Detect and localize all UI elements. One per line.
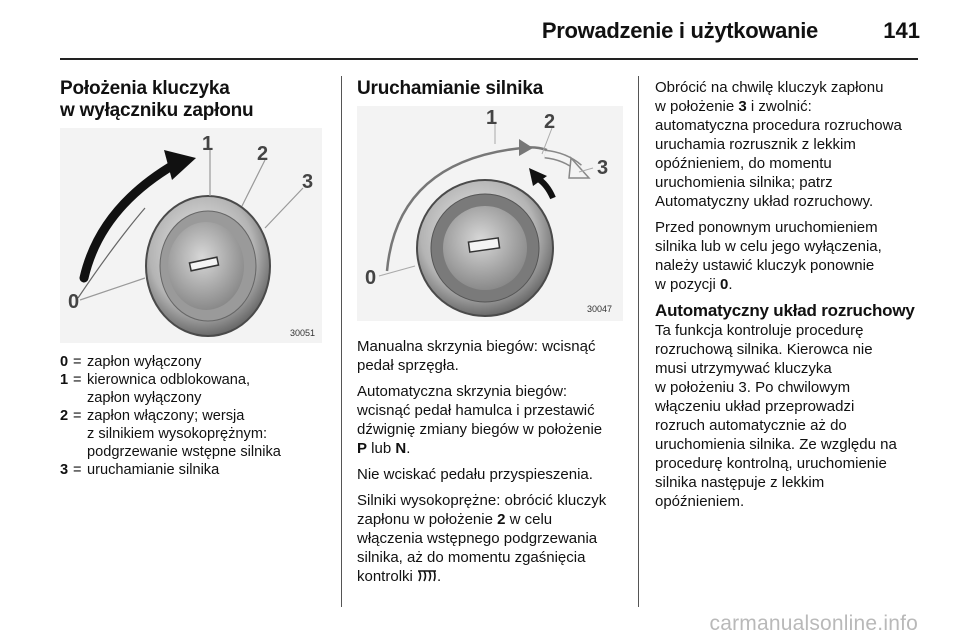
engine-start-diagram bbox=[357, 106, 623, 321]
page-header-title: Prowadzenie i użytkowanie bbox=[541, 18, 818, 43]
legend-text bbox=[87, 371, 330, 407]
text-line: silnika, aż do momentu zgaśnięcia bbox=[357, 549, 586, 566]
figure-code: 30051 bbox=[290, 328, 316, 338]
legend-line: zapłon włączony; wersja bbox=[87, 408, 245, 424]
position-label-1: 1 bbox=[202, 133, 214, 155]
gear-position-n: N bbox=[395, 440, 407, 457]
text-line: pedał sprzęgła. bbox=[357, 357, 459, 374]
figure-code: 30047 bbox=[587, 304, 613, 314]
heading-line: w wyłączniku zapłonu bbox=[60, 100, 254, 121]
text-line: opóźnieniem. bbox=[655, 493, 745, 510]
position-label-2: 2 bbox=[544, 111, 556, 133]
text-line: dźwignię zmiany biegów w położenie bbox=[357, 421, 603, 438]
legend-key: 0 bbox=[60, 354, 69, 370]
middle-body bbox=[357, 337, 629, 586]
paragraph-automatic-gearbox bbox=[357, 382, 629, 458]
text-fragment: zapłonu w położenie bbox=[357, 511, 498, 528]
text-line: Przed ponownym uruchomieniem bbox=[655, 219, 878, 236]
watermark: carmanualsonline.info bbox=[709, 612, 918, 635]
text-line: włączeniu układ przeprowadzi bbox=[655, 398, 855, 415]
legend-eq: = bbox=[73, 462, 82, 478]
figure-engine-start bbox=[357, 106, 623, 321]
section-heading-key-positions bbox=[60, 78, 330, 122]
legend-line: kierownica odblokowana, bbox=[87, 372, 251, 388]
header-rule bbox=[60, 58, 918, 60]
text-line: Obrócić na chwilę kluczyk zapłonu bbox=[655, 79, 884, 96]
text-line: silnika następuje z lekkim bbox=[655, 474, 825, 491]
text-line: uruchamia rozrusznik z lekkim bbox=[655, 136, 856, 153]
key-position-0: 0 bbox=[720, 276, 729, 293]
paragraph-accelerator: Nie wciskać pedału przyspieszenia. bbox=[357, 466, 593, 483]
text-line: w położeniu 3. Po chwilowym bbox=[655, 379, 851, 396]
legend-text bbox=[87, 353, 330, 371]
text-line: Ta funkcja kontroluje procedurę bbox=[655, 322, 864, 339]
heading-line: Położenia kluczyka bbox=[60, 78, 230, 99]
legend-key: 1 bbox=[60, 372, 69, 388]
paragraph-diesel bbox=[357, 491, 629, 586]
text-fragment: kontrolki bbox=[357, 568, 418, 585]
left-column bbox=[60, 78, 330, 479]
legend-item bbox=[60, 371, 330, 407]
text-fragment: i zwolnić: bbox=[746, 98, 812, 115]
legend-eq: = bbox=[73, 408, 82, 424]
position-label-3: 3 bbox=[302, 171, 314, 193]
legend-eq: = bbox=[73, 354, 82, 370]
text-line: włączenia wstępnego podgrzewania bbox=[357, 530, 598, 547]
column-divider-left bbox=[341, 76, 342, 607]
legend-line: zapłon wyłączony bbox=[87, 390, 202, 406]
legend-eq: = bbox=[73, 372, 82, 388]
section-heading-engine-start: Uruchamianie silnika bbox=[357, 78, 544, 99]
text-fragment: . bbox=[728, 276, 733, 293]
text-line: Automatyczna skrzynia biegów: bbox=[357, 383, 568, 400]
text-line: Automatyczny układ rozruchowy. bbox=[655, 193, 874, 210]
page-number: 141 bbox=[883, 18, 920, 43]
position-label-2: 2 bbox=[257, 143, 269, 165]
legend-key: 2 bbox=[60, 408, 69, 424]
ignition-diagram bbox=[60, 128, 322, 343]
text-line: uruchomienia silnika. Ze względu na bbox=[655, 436, 897, 453]
figure-ignition-positions bbox=[60, 128, 322, 343]
text-fragment: w celu bbox=[505, 511, 553, 528]
legend-text bbox=[87, 461, 330, 479]
text-fragment: w pozycji bbox=[655, 276, 721, 293]
legend-item bbox=[60, 461, 330, 479]
text-line: rozruchową silnika. Kierowca nie bbox=[655, 341, 873, 358]
legend-list bbox=[60, 353, 330, 479]
legend-line: z silnikiem wysokoprężnym: bbox=[87, 426, 268, 442]
paragraph-manual-gearbox bbox=[357, 337, 629, 375]
text-fragment: lub bbox=[367, 440, 396, 457]
position-label-0: 0 bbox=[68, 291, 80, 313]
text-line: należy ustawić kluczyk ponownie bbox=[655, 257, 875, 274]
key-position-3: 3 bbox=[738, 98, 747, 115]
key-position-2: 2 bbox=[497, 511, 506, 528]
text-line: procedurę kontrolną, uruchomienie bbox=[655, 455, 887, 472]
text-line: automatyczna procedura rozruchowa bbox=[655, 117, 902, 134]
middle-column bbox=[357, 78, 629, 593]
position-label-1: 1 bbox=[486, 107, 498, 129]
text-fragment: . bbox=[437, 568, 442, 585]
legend-item bbox=[60, 407, 330, 461]
position-label-3: 3 bbox=[597, 157, 609, 179]
legend-line: uruchamianie silnika bbox=[87, 462, 220, 478]
text-line: opóźnieniem, do momentu bbox=[655, 155, 832, 172]
paragraph-start-procedure bbox=[655, 78, 930, 211]
preheat-coil-icon bbox=[417, 569, 437, 583]
subheading-auto-start: Automatyczny układ rozruchowy bbox=[655, 301, 915, 320]
gear-position-p: P bbox=[357, 440, 368, 457]
text-line: Silniki wysokoprężne: obrócić kluczyk bbox=[357, 492, 607, 509]
text-line: rozruch automatycznie aż do bbox=[655, 417, 847, 434]
legend-key: 3 bbox=[60, 462, 69, 478]
paragraph-auto-start bbox=[655, 321, 930, 511]
position-label-0: 0 bbox=[365, 267, 377, 289]
paragraph-restart bbox=[655, 218, 930, 294]
text-line: silnika lub w celu jego wyłączenia, bbox=[655, 238, 882, 255]
text-fragment: w położenie bbox=[655, 98, 739, 115]
column-divider-right bbox=[638, 76, 639, 607]
text-line: wcisnąć pedał hamulca i przestawić bbox=[357, 402, 595, 419]
text-line: Manualna skrzynia biegów: wcisnąć bbox=[357, 338, 596, 355]
text-line: musi utrzymywać kluczyka bbox=[655, 360, 832, 377]
legend-item bbox=[60, 353, 330, 371]
right-column bbox=[655, 78, 930, 518]
legend-line: zapłon wyłączony bbox=[87, 354, 202, 370]
legend-line: podgrzewanie wstępne silnika bbox=[87, 444, 281, 460]
legend-text bbox=[87, 407, 330, 461]
text-line: uruchomienia silnika; patrz bbox=[655, 174, 833, 191]
text-fragment: . bbox=[406, 440, 411, 457]
